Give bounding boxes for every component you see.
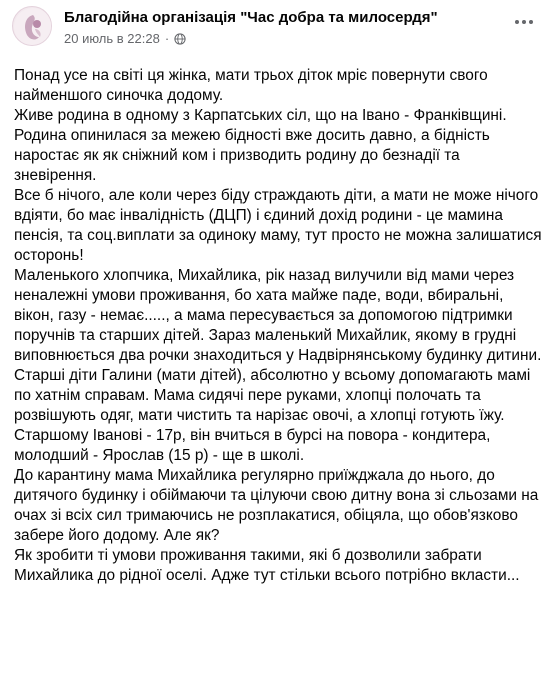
post-paragraph: Все б нічого, але коли через біду страждають діти, а мати не може нічого вдіяти, бо має інвалідність (ДЦП) і єдиний дохід родини - це мамина пенсія, та соц.виплати за одиноку маму, тут просто не можна залишатися осторонь! — [14, 187, 542, 264]
meta-separator: · — [164, 31, 170, 46]
post-paragraph: Старші діти Галини (мати дітей), абсолютно у всьому допомагають мамі по хатнім справам. Мама сидячі пере руками, хлопці полочать та розвішують одяг, мати чистить та нарізає овочі, а хлопці готують їжу. Старшому Іванові - 17р, він вчиться в бурсі на повора - кондитера, молодший - Ярослав (15 р) - ще в школі. — [14, 367, 531, 464]
post-paragraph: Родина опинилася за межею бідності вже досить давно, а бідність наростає як як сніжний ком і призводить родину до безнадії та зневірення. — [14, 127, 490, 184]
post-header — [12, 4, 542, 64]
post-paragraph: До карантину мама Михайлика регулярно приїжджала до нього, до дитячого будинку і обіймаючи та цілуючи свою дитну вона зі сльозами на очах зі всіх сил тримаючись не розплакатися, обіцяла, що обов'язково забере його додому. Але як? — [14, 467, 539, 544]
charity-logo-icon — [13, 7, 52, 46]
post-meta — [64, 30, 186, 48]
post-body — [14, 66, 542, 586]
globe-icon[interactable] — [174, 33, 186, 45]
post-paragraph: Як зробити ті умови проживання такими, які б дозволили забрати Михайлика до рідної оселі. Адже тут стільки всього потрібно вкласти... — [14, 547, 520, 584]
post-paragraph: Маленького хлопчика, Михайлика, рік назад вилучили від мами через неналежні умови проживання, бо хата майже паде, води, вбиральні, вікон, газу - немає....., а мама пересувається за допомогою підтримки поручнів та старших дітей. Зараз маленький Михайлик, якому в грудні виповнюється два рочки знаходиться у Надвірнянському будинку дитини. — [14, 267, 542, 364]
post-timestamp[interactable]: 20 июль в 22:28 — [64, 31, 160, 46]
more-options-icon[interactable] — [506, 10, 542, 34]
page-name-link[interactable]: Благодійна організація "Час добра та милосердя" — [64, 9, 438, 26]
post-paragraph: Понад усе на світі ця жінка, мати трьох діток мріє повернути свого найменшого синочка додому. — [14, 67, 488, 104]
post-paragraph: Живе родина в одному з Карпатських сіл, що на Івано - Франківщині. — [14, 107, 507, 124]
page-avatar[interactable] — [12, 6, 52, 46]
